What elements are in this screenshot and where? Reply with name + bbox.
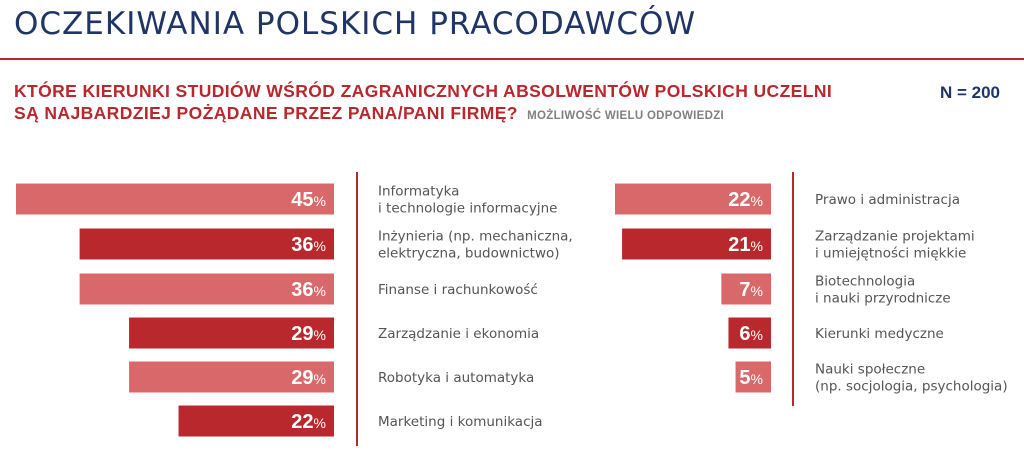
- sample-size: N = 200: [939, 83, 1000, 102]
- bar-value-label: 6%: [739, 323, 763, 345]
- bar-value-label: 21%: [728, 234, 763, 256]
- multiple-answers-note: MOŻLIWOŚĆ WIELU ODPOWIEDZI: [527, 110, 725, 122]
- category-label: Finanse i rachunkowość: [378, 282, 538, 298]
- category-label: Marketing i komunikacja: [378, 414, 543, 430]
- category-label: Biotechnologia i nauki przyrodnicze: [815, 273, 951, 307]
- page-title: OCZEKIWANIA POLSKICH PRACODAWCÓW: [14, 6, 697, 42]
- category-label: Zarządzanie projektami i umiejętności miękkie: [815, 228, 975, 262]
- category-label: Zarządzanie i ekonomia: [378, 326, 540, 342]
- category-label: Nauki społeczne (np. socjologia, psychologia): [815, 361, 1008, 395]
- question-line-2: SĄ NAJBARDZIEJ POŻĄDANE PRZEZ PANA/PANI FIRMĘ?: [14, 103, 518, 123]
- bar-value-label: 45%: [291, 189, 326, 211]
- category-label: Robotyka i automatyka: [378, 370, 535, 386]
- bar-value-label: 22%: [728, 189, 763, 211]
- bar-left-1: [16, 184, 334, 215]
- bar-value-label: 36%: [291, 279, 326, 301]
- bar-value-label: 22%: [291, 411, 326, 433]
- question-line-1: KTÓRE KIERUNKI STUDIÓW WŚRÓD ZAGRANICZNYCH ABSOLWENTÓW POLSKICH UCZELNI: [14, 81, 833, 101]
- category-label: Informatyka i technologie informacyjne: [378, 183, 558, 217]
- category-label: Kierunki medyczne: [815, 326, 944, 342]
- bar-value-label: 29%: [291, 323, 326, 345]
- category-label: Prawo i administracja: [815, 192, 961, 208]
- bar-value-label: 5%: [739, 367, 763, 389]
- bar-value-label: 36%: [291, 234, 326, 256]
- bar-value-label: 7%: [739, 279, 763, 301]
- category-label: Inżynieria (np. mechaniczna, elektryczna, budownictwo): [378, 228, 573, 262]
- bar-value-label: 29%: [291, 367, 326, 389]
